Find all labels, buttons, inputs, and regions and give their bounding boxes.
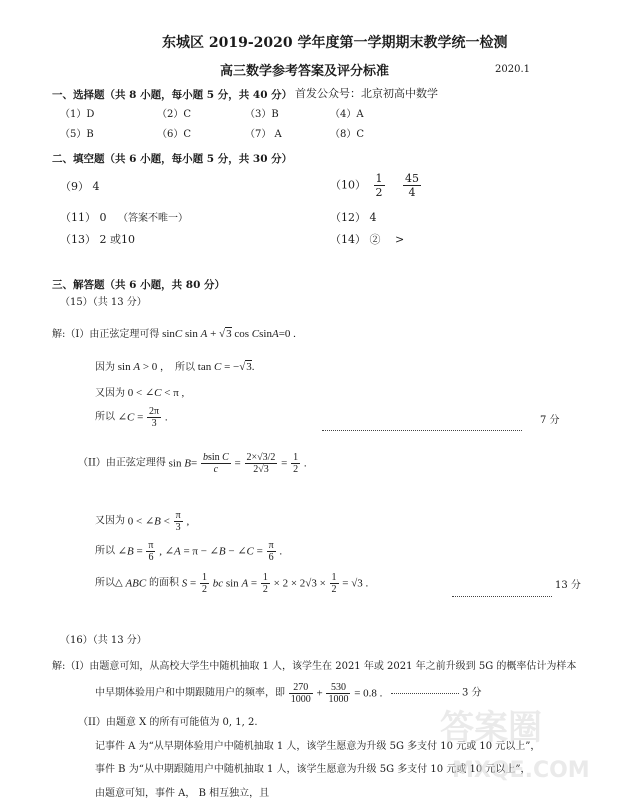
fill-q11-note: （答案不唯一） [118,213,188,224]
answer-2: （2）C [157,109,192,120]
frac-den: 6 [268,552,274,563]
q15-part2-label: （II）由正弦定理得 [78,457,166,469]
frac-num: 1 [262,572,268,583]
q15-part2: （II）由正弦定理得 sin B= $\frac{\text{bsin C}}{c}$ = $\frac{2\times√3/2}{2√3}$ = $\frac{1}{2}$ . [78,452,307,475]
q15-line2 [95,360,255,375]
fill-q10-label: （10） [330,178,366,192]
frac-num: π [268,540,274,551]
frac-num: π [148,540,154,551]
q15-jie: 解:（I）由正弦定理可得 [52,329,160,340]
q15-formula1: sinC sin A + √3 cos CsinA=0 . [162,328,296,340]
frac-num: 1 [375,172,383,185]
q15-frac-pi3 [174,510,183,533]
q15-line1 [52,327,296,342]
frac-den: 3 [151,418,157,429]
q15-frac-bsinc [201,452,231,475]
frac-den: 2 [293,464,299,475]
answer-5: （5）B [60,129,94,140]
document-date: 2020.1 [495,64,530,75]
q15-line4: 所以 ∠C = $\frac{2\pi}{3}$ . [95,406,168,429]
fill-q12: （12） 4 [330,211,377,224]
answer-1: （1）D [60,109,95,120]
frac-den: 6 [148,552,154,563]
section2-header: 二、填空题（共 6 小题，每小题 5 分，共 30 分） [52,153,293,165]
q15-formula2: sin A > 0 [117,361,158,373]
q16-para3: 记事件 A 为“从早期体验用户中随机抽取 1 人，该学生愿意为升级 5G 多支付 10 元或 10 元以上”， [95,741,541,752]
frac-num: bsin C [202,452,229,463]
fill-q11 [60,211,188,226]
q15-frac-half2 [200,572,209,595]
fill-q10-frac2 [403,172,421,199]
frac-den: 4 [408,186,416,199]
q15-formula4: 0 < ∠C < π , [127,387,185,399]
q15-frac-half3 [261,572,270,595]
answer-7: （7） A [245,129,282,140]
answer-8: （8）C [330,129,365,140]
frac-num: 45 [405,172,419,185]
frac-den: 3 [175,522,181,533]
q15-line6: 又因为 0 < ∠B < $\frac{\pi}{3}$ , [95,510,190,533]
section1-header: 一、选择题（共 8 小题，每小题 5 分，共 40 分） [52,89,293,101]
q16-para1a: 解:（I）由题意可知，从高校大学生中随机抽取 1 人，该学生在 2021 年或 2021 年之前升级到 5G 的概率估计为样本 [52,661,577,672]
q15-line7: 所以 ∠B = $\frac{\pi}{6}$ , ∠A = π − ∠B − ∠C = $\frac{\pi}{6}$ . [95,540,283,563]
q15-score2: 13 分 [555,580,581,591]
answer-4: （4）A [330,109,364,120]
q15-frac-half [291,452,300,475]
frac-num: 1 [293,452,299,463]
section1-note: 首发公众号：北京初高中数学 [295,87,438,100]
watermark-top: 答案圈 [440,708,542,748]
frac-den: 2 [262,584,268,595]
q15-because: 因为 [95,362,115,373]
fill-q11-answer: （11） 0 [60,211,107,224]
frac-den: 2 [201,584,207,595]
q15-frac-2pi3 [147,406,161,429]
q16-para4: 事件 B 为“从中期跟随用户中随机抽取 1 人，该学生愿意为升级 5G 多支付 10 元或 10 元以上”， [95,764,531,775]
watermark-bottom: MXQE.COM [452,758,590,783]
frac-num: 270 [289,682,313,694]
fill-q13: （13） 2 或10 [60,233,135,246]
q15-label: （15）（共 13 分） [60,297,147,308]
q15-suoyi3: 所以△ [95,577,123,589]
q15-frac-nested [245,452,278,475]
q15-youyin2: 又因为 [95,515,125,527]
q16-frac2 [326,682,350,705]
q16-p1c: = 0.8 . [354,687,383,700]
q16-p1b-text: 中早期体验用户和中期跟随用户的频率，即 [95,687,285,699]
frac-den: 2 [375,186,383,199]
q15-frac-half4 [330,572,339,595]
frac-den: 1000 [328,694,349,705]
q15-score1: 7 分 [540,415,560,426]
frac-den: 1000 [290,694,311,705]
document-subtitle: 高三数学参考答案及评分标准 [220,64,390,79]
q15-line3 [95,386,184,401]
q15-youyin: 又因为 [95,388,125,399]
frac-den: c [213,464,219,475]
frac-num: 530 [326,682,350,694]
fill-q10-frac1 [374,172,385,199]
frac-den: 2√3 [253,464,269,475]
q15-frac-pi6a [146,540,155,563]
q15-suoyi2: 所以 [95,545,115,557]
answer-6: （6）C [157,129,192,140]
frac-num: 1 [331,572,337,583]
document-title: 东城区 2019-2020 学年度第一学期期末教学统一检测 [162,35,508,51]
q16-para2: （II）由题意 X 的所有可能值为 0, 1, 2. [78,717,258,728]
frac-den: 2 [331,584,337,595]
answer-3: （3）B [245,109,279,120]
q15-line8: 所以△ ABC 的面积 S = $\frac{1}{2}$ bc sin A = $\frac{1}{2}$ × 2 × 2√3 × $\frac{1}{2}$ = √3 . [95,572,369,595]
q16-frac1 [289,682,313,705]
fill-q10 [330,172,422,199]
q15-formula5: ∠C = [117,411,144,424]
q15-area-word: 的面积 [148,577,179,589]
q15-formula3: tan C = −√3. [197,361,255,373]
q16-score: 3 分 [461,687,482,699]
q16-dots [391,693,459,694]
q15-because-tail: ， 所以 [160,362,196,373]
frac-num: 2×√3/2 [246,452,276,463]
section3-header: 三、解答题（共 6 小题，共 80 分） [52,279,226,291]
frac-num: 2π [149,406,160,417]
fill-q9: （9） 4 [60,180,100,193]
q16-para1b: 中早期体验用户和中期跟随用户的频率，即 $\frac{270}{1000}$ + $\frac{530}{1000}$ = 0.8 . 3 分 [95,682,482,705]
q16-para5: 由题意可知，事件 A， B 相互独立，且 [95,788,270,799]
q15-dots2 [452,586,552,605]
q15-dots1 [322,420,522,439]
frac-num: π [175,510,181,521]
q16-label: （16）（共 13 分） [60,635,147,646]
frac-num: 1 [201,572,207,583]
q15-suoyi: 所以 [95,411,115,423]
q15-frac-pi6b [267,540,276,563]
fill-q14: （14） ② > [330,233,405,246]
